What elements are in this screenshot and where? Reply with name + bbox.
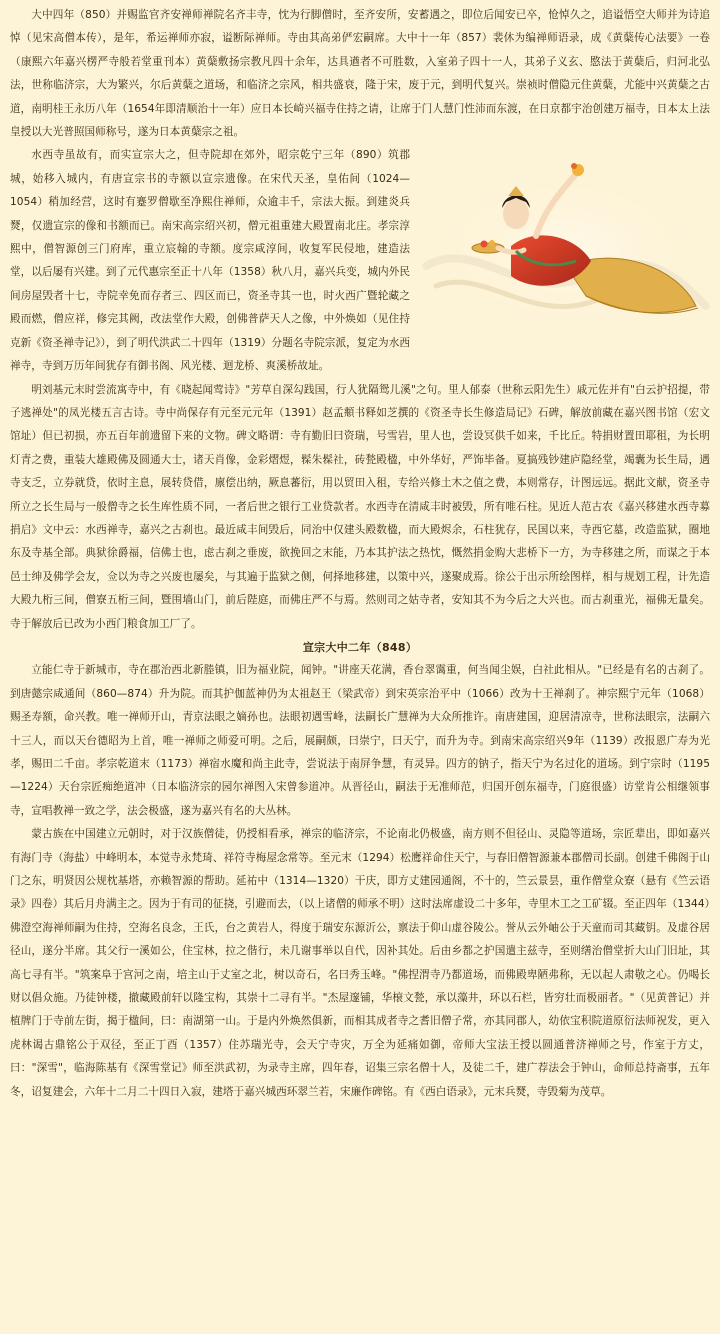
- paragraph-2: 水西寺虽故有，而实宣宗大之，但寺院却在郊外，昭宗乾宁三年（890）筑郡城，始移入城内，有唐宣宗书的寺额以宣宗遗像。在宋代天圣，皇佑间（1024—1054）稍加经营，这时有蹇罗僧歇至净熙住禅师，众逾丰千，宗法大振。到建炎兵燹，仅遗宣宗的像和书额而已。南宋高宗绍兴初，僧元祖重建大殿置南北庄。孝宗淳熙中，僧智源创三门府库，重立宸翰的寺额。度宗咸淳间，收复军民侵地，建造法堂，以后屡有兴建。到了元代惠宗至正十八年（1358）秋八月，嘉兴兵变，城内外民间房屋毁者十七，寺院幸免而存者三、四区而已，资圣寺其一也，时火西广暨轮藏之殿而燃，僧应祥，修完其阙，改法堂作大殿，创佛普萨天人之像，中外焕如（见住持克新《资圣禅寺记》），到了明代洪武二十四年（1319）分题名寺院宗派，复定为水西禅寺，寺到万历年间犹存有御书阁、风光楼、迴龙桥、爽溪桥故址。: [10, 149, 410, 373]
- paragraph-3: 明刘基元末时尝流寓寺中，有《晓起闻莺诗》"芳草自深勾践国，行人犹隔鸳儿溪"之句。里人郁泰（世称云阳先生）戚元佐并有"白云护招提，带子逃禅处"的凤光楼五言古诗。寺中尚保存有元至元元年（1391）赵孟頫书释如芝撰的《资圣寺长生修造局记》石碑，解放前藏在嘉兴图书馆（宏文馆址）但已初损，亦五百年前遗留下来的文物。碑文略谓：寺有勤旧曰资瑞，号雪岩，里人也，尝设冥供千如来，千比丘。特捐财置田耶租，为长明灯青之费，重装大雄殿佛及圆通大士，诸天肖像，金彩熠煜，髹朱髹社，砖甃殿楹，中外华好，严饰毕备。夏搞残钞建庐隐经堂，竭囊为长生局，遇寺支乏，立券就贷，依时主息，展转贷借，廪偿出纳，厥息蕃衍，用以贸田入租，专给兴修土木之值之费，本则常存，计图远远。据此文献，资圣寺所立之长生局与一般僧寺之长生库性质不同，一者后世之银行工业贷款者。水西寺在清咸丰时被毁，所有唯石柱。见近人范古农《嘉兴移建水西寺募捐启》文中云：水西禅寺，嘉兴之古刹也。最近咸丰间毁后，同治中仅建头殿数楹，而大殿烬余，石柱犹存，民国以来，寺西它墓，改造监狱，圈地东及寺基全部。典狱徐爵福，信佛士也，虑古刹之垂废，欲挽回之末能，乃本其护法之热忱，慨然捐金购大悲桥下一方，为寺移建之所，而谋之于本邑士绅及佛学会友，佥以为寺之兴废也屡矣，与其遍于监狱之侧，何择地移建，以策中兴，遂聚成焉。徐公于出示所绘图样，相与规划工程，计先造大殿九桁三间，僧寮五桁三间，暨围墙山门，前后陛庭，而佛庄严不与焉。然则司之姑寺者，安知其不为今后之大兴也。而古刹重光，福佛无量矣。寺于解放后已改为小西门粮食加工厂了。: [10, 383, 710, 630]
- paragraph-4: 立能仁寺于新城市，寺在郡治西北新塍镇，旧为福业院，闻钟。"讲座天花满，香台翠霭重，何当闻尘娱，白社此相从。"已经是有名的古刹了。到唐懿宗咸通间（860—874）升为院。而其护伽蓝神仍为太祖赵王（梁武帝）到宋英宗治平中（1066）改为十王禅刹了。神宗熙宁元年（1068）赐圣寿额，命兴教。唯一禅师开山，青京法眼之嫡孙也。法眼初遇雪峰，法嗣长广慧禅为大众所推许。南唐建国，迎居清凉寺，世称法眼宗，法嗣六十三人，而以天台德昭为上首，唯一禅师之师爱可明。之后，展嗣颇，曰崇宁，曰天宁，而升为寺。到南宋高宗绍兴9年（1139）改报恩广寿为光孝，赐田二千亩。孝宗乾道末（1173）禅宿水魔和尚主此寺，尝说法于南屏争慧，有灵异。四方的钠子，指天宁为名过化的道场。到宁宗时（1195—1224）天台宗匠痴绝道冲（日本临济宗的园尔禅图入宋曾参道冲。从晋径山，嗣法于无准师范，归国开创东福寺，门庭很盛）访堂肯公相继领事寺，宣唱教禅一致之学，法会极盛，遂为嘉兴有名的大丛林。: [10, 664, 710, 817]
- section-heading: 宣宗大中二年（848）: [302, 640, 418, 654]
- paragraph-5: 蒙古族在中国建立元朝时，对于汉族僧徒，仍授相看承，禅宗的临济宗，不论南北仍极盛，南方则不但径山、灵隐等道场，宗匠辈出，即如嘉兴有海门寺（海盐）中峰明本，本觉寺永梵琦、祥符寺梅屋念常等。至元末（1294）松鹰祥命住天宁，与春旧僧智源兼本郡僧司长副。创建千佛阁于山门之东，明贤因公规枕基塔，亦赖智源的帮助。延祐中（1314—1320）干庆，即方丈建园通阁，不十的，竺云景昙，重作僧堂众寮（悬有《竺云语录》四卷）其后月舟满主之。因为于有司的征挠，引避而去，（以上诸僧的师承不明）这时法席虚设二十多年，寺里木工之工矿辍。至正四年（1344）佛澄空海禅师嗣为住持，空海名良念，王氏，台之黄岩人，得度于瑞安东源沂公，禀法于仰山虚谷陵公。誉从云外岫公于天童而司其藏钥。及虚谷居径山，遂分半席。其父行一溪如公，住宝林，拉之偕行，未几谢事举以自代，因补其处。后由乡都之护国遣主兹寺，至则缮治僧堂折大山门旧址，其高七寻有半。"筑案阜于宫河之南，培主山于丈室之北，树以奇石，名曰秀玉峰。"佛捏渭寺乃都道场，而佛殿卑陋弗称，无以起人肃敬之心。仍喝长财以倡众施。乃徒钟楼，撤藏殿前轩以隆宝构，其崇十二寻有半。"杰屋邃铺，华榱文甃，承以藻井，环以石栏，皆穷壮而极丽者。"（见黄普记）并植牌门于寺前左街，揭于楹间，曰：南湖第一山。于是内外焕然俱新，而相其成者寺之耆旧僧子常，亦其同郡人，幼依宝积院道原衍法师祝发，更入虎林谒古鼎铭公于双径，至正丁酉（1357）住苏瑞光寺，会天宁寺灾，万全为延痛如御，帝师大宝法王授以圆通普济禅师之号，作室于方丈，曰："深雪"，临海陈基有《深雪堂记》师至洪武初，为录寺主席，四年春，诏集三宗名僧十人，及徒二千，建广荐法会于钟山，命师总持斋事，五年冬，诏复建会，六年十二月二十四日入寂，建塔于嘉兴城西环翠兰若，宋廉作碑铭。有《西白语录》，元末兵燹，寺毁菊为茂草。: [10, 828, 710, 1098]
- article-top-section: [10, 4, 710, 379]
- paragraph-1: 大中四年（850）并赐监官齐安禅师禅院名齐丰寺，忱为行脚僧时，至齐安所，安蓄遇之，即位后闻安已卒，怆悼久之，追谥悟空大师并为诗追悼（见宋高僧本传），是年，希运禅师亦寂，谥断际禅师。寺由其高弟俨宏嗣席。大中十一年（857）裴休为编禅师语录，成《黄蘖传心法要》一卷（康熙六年嘉兴楞严寺般若堂重刊本）黄蘖敷扬宗教凡四十余年，达具遒者不可胜数，入室弟子四十一人，其弟子义玄、愍法于黄蘖后，归河北弘法，世称临济宗，大为繁兴，尔后黄蘖之道场，和临济之宗风，相共盛衰，隆于宋，废于元，到明代复兴。崇祯时僧隐元住黄蘖，尤能中兴黄蘖之古道，南明桂王永历八年（1654年即清顺治十一年）应日本长崎兴福寺住持之请，让席于门人慧门性沛而东渡，在日京都宇治创建万福寺，日本太上法皇授以大光普照国师称号，遂为日本黄蘖宗之祖。: [10, 9, 710, 139]
- flying-apsara-illustration-icon: [416, 156, 716, 342]
